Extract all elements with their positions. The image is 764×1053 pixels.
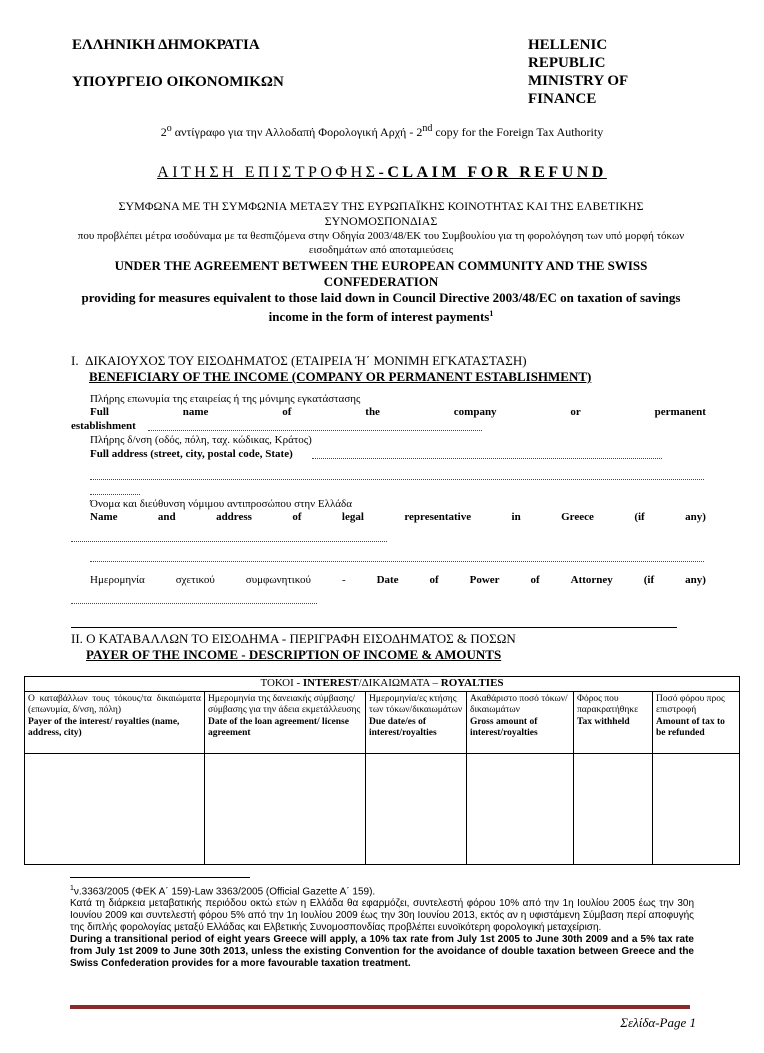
col-header-refund: Ποσό φόρου προς επιστροφή Amount of tax to be refunded (653, 691, 740, 753)
footnote-law-ref: ν.3363/2005 (ΦΕΚ Α΄ 159)-Law 3363/2005 (Official Gazette A΄ 159). (73, 886, 376, 898)
income-table-title: ΤΟΚΟΙ - INTEREST/ΔΙΚΑΙΩΜΑΤΑ – ROYALTIES (25, 677, 740, 692)
cell-refund[interactable] (653, 753, 740, 864)
cell-payer[interactable] (25, 753, 205, 864)
address-label-gr: Πλήρης δ/νση (οδός, πόλη, ταχ. κώδικας, Κράτος) (90, 434, 312, 446)
address-field-line3[interactable] (90, 494, 140, 495)
income-table (24, 676, 740, 865)
col-header-gross-amount: Ακαθάριστο ποσό τόκων/δικαιωμάτων Gross amount of interest/royalties (467, 691, 574, 753)
col-header-tax-withheld: Φόρος που παρακρατήθηκε Tax withheld (574, 691, 653, 753)
agreement-en3: income in the form of interest payments (268, 309, 490, 324)
header-gr-line2: ΥΠΟΥΡΓΕΙΟ ΟΙΚΟΝΟΜΙΚΩΝ (72, 74, 284, 90)
cell-due-date[interactable] (366, 753, 467, 864)
company-name-label-gr: Πλήρης επωνυμία της εταιρείας ή της μόνιμης εγκατάστασης (90, 393, 361, 405)
representative-field-line2[interactable] (90, 561, 704, 562)
section2-title-en: PAYER OF THE INCOME - DESCRIPTION OF INCOME & AMOUNTS (86, 647, 502, 662)
cell-agreement-date[interactable] (205, 753, 366, 864)
agreement-en2: providing for measures equivalent to those laid down in Council Directive 2003/48/EC on taxation of savings (81, 290, 681, 305)
cell-gross-amount[interactable] (467, 753, 574, 864)
agreement-en1: UNDER THE AGREEMENT BETWEEN THE EUROPEAN COMMUNITY AND THE SWISS CONFEDERATION (114, 258, 648, 289)
col-header-payer: Ο καταβάλλων τους τόκους/τα δικαιώματα (επωνυμία, δ/νση, πόλη) Payer of the interest/ royalties (name, address, city) (25, 691, 205, 753)
header-en-line1: HELLENIC (528, 37, 608, 53)
representative-label-en: Name and address of legal representative in Greece (if any) (90, 511, 706, 523)
address-field-line1[interactable] (312, 458, 662, 459)
agreement-gr1: ΣΥΜΦΩΝΑ ΜΕ ΤΗ ΣΥΜΦΩΝΙΑ ΜΕΤΑΞΥ ΤΗΣ ΕΥΡΩΠΑΪΚΗΣ ΚΟΙΝΟΤΗΤΑΣ ΚΑΙ ΤΗΣ ΕΛΒΕΤΙΚΗΣ ΣΥΝΟΜΟΣΠΟΝΔΙΑΣ (118, 199, 644, 228)
claim-title-en: CLAIM FOR REFUND (387, 164, 607, 181)
footnote-en: During a transitional period of eight years Greece will apply, a 10% tax rate from July 1st 2005 to June 30th 2009 and a 5% tax rate from July 1st 2009 to June 30th 2013, unless the existing Convention for the avoidance of double taxation between Greece and the Swiss Confederation provides for a more favourable taxation treatment. (70, 934, 694, 970)
page-number: Σελίδα-Page 1 (620, 1015, 696, 1030)
section2-heading: II. Ο ΚΑΤΑΒΑΛΛΩΝ ΤΟ ΕΙΣΟΔΗΜΑ - ΠΕΡΙΓΡΑΦΗ ΕΙΣΟΔΗΜΑΤΟΣ & ΠΟΣΩΝ (71, 631, 516, 646)
cell-tax-withheld[interactable] (574, 753, 653, 864)
section-divider (71, 627, 677, 628)
company-name-field[interactable] (148, 430, 482, 431)
poa-date-field[interactable] (71, 603, 317, 604)
header-en-line3: MINISTRY OF (528, 73, 629, 89)
footer-bar (70, 1005, 690, 1009)
section1-title-gr: ΔΙΚΑΙΟΥΧΟΣ ΤΟΥ ΕΙΣΟΔΗΜΑΤΟΣ (ΕΤΑΙΡΕΙΑ Ή΄ ΜΟΝΙΜΗ ΕΓΚΑΤΑΣΤΑΣΗ) (85, 353, 527, 368)
agreement-gr2: που προβλέπει μέτρα ισοδύναμα με τα θεσπιζόμενα στην Οδηγία 2003/48/ΕΚ του Συμβουλίου για τη φορολόγηση των υπό μορφή τόκων εισοδημάτων από αποταμιεύσεις (77, 230, 685, 256)
header-en-block (528, 36, 628, 108)
section1-heading: I. ΔΙΚΑΙΟΥΧΟΣ ΤΟΥ ΕΙΣΟΔΗΜΑΤΟΣ (ΕΤΑΙΡΕΙΑ Ή΄ ΜΟΝΙΜΗ ΕΓΚΑΤΑΣΤΑΣΗ) (71, 353, 527, 368)
claim-title-gr: ΑΙΤΗΣΗ ΕΠΙΣΤΡΟΦΗΣ (157, 164, 379, 181)
representative-label-gr: Όνομα και διεύθυνση νόμιμου αντιπροσώπου στην Ελλάδα (90, 498, 353, 510)
company-name-label-en: Full name of the company or permanent (90, 406, 706, 418)
footnote-rule (70, 877, 250, 878)
section2-title-gr: Ο ΚΑΤΑΒΑΛΛΩΝ ΤΟ ΕΙΣΟΔΗΜΑ - ΠΕΡΙΓΡΑΦΗ ΕΙΣΟΔΗΜΑΤΟΣ & ΠΟΣΩΝ (86, 631, 516, 646)
header-en-line4: FINANCE (528, 91, 597, 107)
poa-date-label: Ημερομηνία σχετικού συμφωνητικού - Date of Power of Attorney (if any) (90, 574, 706, 586)
claim-title: ΑΙΤΗΣΗ ΕΠΙΣΤΡΟΦΗΣ-CLAIM FOR REFUND (157, 164, 607, 181)
col-header-agreement-date: Ημερομηνία της δανειακής σύμβασης/σύμβασης για την άδεια εκμετάλλευσης Date of the loan agreement/ license agreement (205, 691, 366, 753)
agreement-block (75, 199, 687, 325)
address-field-line2[interactable] (90, 479, 704, 480)
header-en-line2: REPUBLIC (528, 55, 606, 71)
section1-title-en: BENEFICIARY OF THE INCOME (COMPANY OR PERMANENT ESTABLISHMENT) (89, 369, 592, 384)
company-name-label-tail: establishment (71, 420, 136, 432)
representative-field-line1[interactable] (71, 541, 387, 542)
header-gr-line1: ΕΛΛΗΝΙΚΗ ΔΗΜΟΚΡΑΤΙΑ (72, 37, 260, 53)
footnote-ref: 1 (489, 309, 494, 318)
copy-note: $2^o$ αντίγραφο για την Αλλοδαπή Φορολογική Αρχή - 2nd copy for the Foreign Tax Authority (160, 123, 604, 139)
footnote: $^1$ν.3363/2005 (ΦΕΚ Α΄ 159)-Law 3363/2005 (Official Gazette A΄ 159). Κατά τη διάρκεια μεταβατικής περιόδου οκτώ ετών η Ελλάδα θα εφαρμόζει, συντελεστή φόρου 10% από την 1η Ιουλίου 2005 έως την 30η Ιουνίου 2009 και συντελεστή φόρου 5% από την 1η Ιουλίου 2009 έως την 30η Ιουνίου 2013, εκτός αν η υφιστάμενη Σύμβαση περί αποφυγής της διπλής φορολογίας μεταξύ Ελλάδας και Ελβετικής Συνομοσπονδίας προβλέπει ευνοϊκότερη φορολογική μεταχείριση. During a transitional period of eight years Greece will apply, a 10% tax rate from July 1st 2005 to June 30th 2009 and a 5% tax rate from July 1st 2009 to June 30th 2013, unless the existing Convention for the avoidance of double taxation between Greece and the Swiss Confederation provides for a more favourable taxation treatment. (70, 885, 694, 970)
table-row (25, 753, 740, 864)
footnote-gr: Κατά τη διάρκεια μεταβατικής περιόδου οκτώ ετών η Ελλάδα θα εφαρμόζει, συντελεστή φόρου 10% από την 1η Ιουλίου 2005 έως την 30η Ιουνίου 2009 και συντελεστή φόρου 5% από την 1η Ιουλίου 2009 έως την 30η Ιουνίου 2013, εκτός αν η υφιστάμενη Σύμβαση περί αποφυγής της διπλής φορολογίας μεταξύ Ελλάδας και Ελβετικής Συνομοσπονδίας προβλέπει ευνοϊκότερη φορολογική μεταχείριση. (70, 898, 694, 934)
address-label-en: Full address (street, city, postal code, State) (90, 448, 293, 460)
col-header-due-date: Ημερομηνία/ες κτήσης των τόκων/δικαιωμάτων Due date/es of interest/royalties (366, 691, 467, 753)
